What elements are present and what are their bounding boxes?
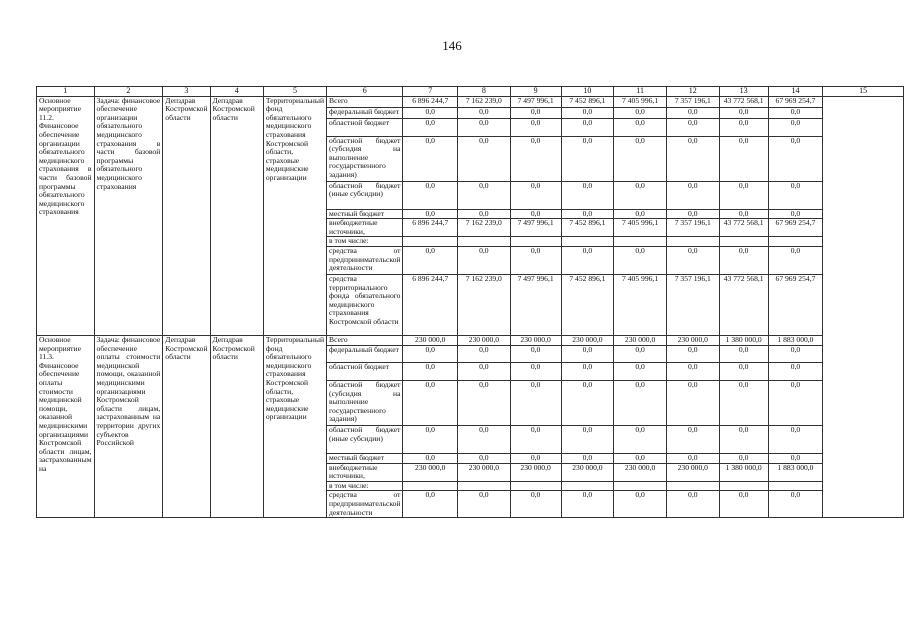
amount-cell	[666, 481, 719, 491]
amount-cell: 7 452 896,1	[561, 96, 614, 107]
amount-cell: 0,0	[403, 246, 458, 274]
amount-cell: 230 000,0	[561, 463, 614, 481]
amount-cell: 7 357 196,1	[666, 219, 719, 237]
amount-cell: 0,0	[666, 380, 719, 425]
amount-cell: 0,0	[666, 246, 719, 274]
amount-cell: 0,0	[457, 181, 510, 209]
amount-cell: 0,0	[666, 362, 719, 380]
amount-cell: 0,0	[768, 380, 823, 425]
amount-cell: 0,0	[614, 181, 667, 209]
funding-source-label: средства от предпринимательской деятельности	[327, 246, 403, 274]
amount-cell: 0,0	[510, 345, 561, 362]
amount-cell	[666, 237, 719, 247]
amount-cell: 0,0	[719, 118, 768, 136]
amount-cell: 6 896 244,7	[403, 274, 458, 335]
amount-cell: 0,0	[719, 345, 768, 362]
amount-cell: 0,0	[614, 246, 667, 274]
amount-cell: 0,0	[403, 181, 458, 209]
task-cell: Задача: финансовое обеспечение оплаты стоимости медицинской помощи, оказанной медицинскими организациями Костромской области лицам, застрахованным на территории других субъектов Российской	[94, 335, 163, 517]
amount-cell: 0,0	[768, 209, 823, 219]
amount-cell: 0,0	[510, 246, 561, 274]
column-15-cell	[823, 96, 904, 518]
amount-cell: 0,0	[768, 136, 823, 181]
amount-cell: 0,0	[719, 209, 768, 219]
amount-cell: 7 357 196,1	[666, 274, 719, 335]
column-number-cell: 8	[457, 87, 510, 97]
coexecutor-cell: Депздрав Костромской области	[210, 335, 263, 517]
column-number-cell: 2	[94, 87, 163, 97]
amount-cell: 0,0	[457, 380, 510, 425]
amount-cell: 0,0	[403, 453, 458, 463]
amount-cell: 0,0	[403, 118, 458, 136]
coexecutor-cell: Депздрав Костромской области	[210, 96, 263, 335]
funding-source-label: областной бюджет (субсидия на выполнение государственного задания)	[327, 380, 403, 425]
amount-cell: 0,0	[403, 136, 458, 181]
amount-cell: 0,0	[403, 380, 458, 425]
amount-cell: 0,0	[768, 181, 823, 209]
amount-cell	[561, 481, 614, 491]
amount-cell: 0,0	[614, 107, 667, 118]
column-number-cell: 15	[823, 87, 904, 97]
amount-cell	[614, 237, 667, 247]
amount-cell: 0,0	[719, 453, 768, 463]
funding-source-label: средства от предпринимательской деятельности	[327, 491, 403, 518]
amount-cell: 67 969 254,7	[768, 274, 823, 335]
funding-source-label: областной бюджет	[327, 118, 403, 136]
amount-cell: 7 497 996,1	[510, 219, 561, 237]
column-number-cell: 14	[768, 87, 823, 97]
amount-cell: 0,0	[510, 118, 561, 136]
amount-cell	[614, 481, 667, 491]
amount-cell	[561, 237, 614, 247]
amount-cell: 0,0	[457, 107, 510, 118]
event-name-cell: Основное мероприятие 11.2. Финансовое обеспечение организации обязательного медицинского страхования в части базовой программы обязательного медицинского страхования	[37, 96, 95, 335]
amount-cell: 230 000,0	[614, 335, 667, 345]
funding-source-label: Всего	[327, 96, 403, 107]
amount-cell: 0,0	[719, 246, 768, 274]
amount-cell: 0,0	[768, 345, 823, 362]
amount-cell: 0,0	[614, 491, 667, 518]
amount-cell: 0,0	[666, 209, 719, 219]
column-number-cell: 11	[614, 87, 667, 97]
amount-cell	[457, 481, 510, 491]
amount-cell: 0,0	[510, 491, 561, 518]
amount-cell: 0,0	[666, 453, 719, 463]
funding-source-label: внебюджетные источники,	[327, 219, 403, 237]
amount-cell: 0,0	[510, 209, 561, 219]
amount-cell	[768, 481, 823, 491]
amount-cell: 0,0	[510, 453, 561, 463]
column-number-cell: 10	[561, 87, 614, 97]
amount-cell: 0,0	[614, 453, 667, 463]
amount-cell: 0,0	[561, 491, 614, 518]
amount-cell: 7 162 239,0	[457, 96, 510, 107]
funding-source-label: федеральный бюджет	[327, 107, 403, 118]
amount-cell: 7 357 196,1	[666, 96, 719, 107]
amount-cell: 0,0	[719, 136, 768, 181]
amount-cell: 0,0	[768, 118, 823, 136]
column-number-cell: 4	[210, 87, 263, 97]
amount-cell: 43 772 568,1	[719, 96, 768, 107]
responsible-cell: Депздрав Костромской области	[163, 335, 210, 517]
amount-cell: 0,0	[510, 425, 561, 453]
amount-cell: 43 772 568,1	[719, 219, 768, 237]
amount-cell: 230 000,0	[510, 335, 561, 345]
amount-cell: 0,0	[768, 246, 823, 274]
amount-cell: 0,0	[457, 345, 510, 362]
amount-cell: 0,0	[614, 118, 667, 136]
amount-cell: 230 000,0	[403, 335, 458, 345]
amount-cell: 0,0	[666, 118, 719, 136]
amount-cell: 6 896 244,7	[403, 96, 458, 107]
budget-table	[36, 86, 904, 518]
funding-source-label: Всего	[327, 335, 403, 345]
amount-cell: 43 772 568,1	[719, 274, 768, 335]
amount-cell: 0,0	[457, 425, 510, 453]
amount-cell: 0,0	[719, 425, 768, 453]
amount-cell: 230 000,0	[561, 335, 614, 345]
amount-cell: 0,0	[666, 425, 719, 453]
amount-cell: 0,0	[561, 118, 614, 136]
amount-cell: 0,0	[719, 107, 768, 118]
column-number-cell: 1	[37, 87, 95, 97]
amount-cell: 0,0	[666, 491, 719, 518]
task-cell: Задача: финансовое обеспечение организации обязательного медицинского страхования в части базовой программы обязательного медицинского страхования	[94, 96, 163, 335]
amount-cell: 0,0	[457, 453, 510, 463]
amount-cell: 0,0	[561, 425, 614, 453]
page-number: 146	[442, 38, 462, 53]
amount-cell: 0,0	[457, 491, 510, 518]
funding-source-label: в том числе:	[327, 481, 403, 491]
responsible-cell: Депздрав Костромской области	[163, 96, 210, 335]
header-row	[37, 87, 904, 97]
amount-cell: 0,0	[561, 181, 614, 209]
amount-cell: 0,0	[510, 136, 561, 181]
amount-cell: 230 000,0	[403, 463, 458, 481]
amount-cell: 0,0	[457, 246, 510, 274]
amount-cell: 0,0	[561, 362, 614, 380]
funding-source-label: в том числе:	[327, 237, 403, 247]
amount-cell: 0,0	[666, 181, 719, 209]
column-number-cell: 12	[666, 87, 719, 97]
amount-cell: 0,0	[719, 491, 768, 518]
amount-cell: 0,0	[768, 107, 823, 118]
amount-cell: 0,0	[457, 118, 510, 136]
amount-cell: 7 452 896,1	[561, 219, 614, 237]
amount-cell: 6 896 244,7	[403, 219, 458, 237]
amount-cell: 1 883 000,0	[768, 463, 823, 481]
amount-cell: 0,0	[768, 425, 823, 453]
amount-cell: 0,0	[403, 345, 458, 362]
amount-cell: 7 497 996,1	[510, 274, 561, 335]
amount-cell: 67 969 254,7	[768, 219, 823, 237]
amount-cell	[768, 237, 823, 247]
funding-source-label: областной бюджет (иные субсидии)	[327, 181, 403, 209]
column-number-cell: 9	[510, 87, 561, 97]
amount-cell: 7 162 239,0	[457, 219, 510, 237]
amount-cell: 0,0	[614, 136, 667, 181]
amount-cell	[403, 237, 458, 247]
funding-source-label: областной бюджет (иные субсидии)	[327, 425, 403, 453]
amount-cell: 7 162 239,0	[457, 274, 510, 335]
amount-cell: 1 380 000,0	[719, 335, 768, 345]
amount-cell: 7 452 896,1	[561, 274, 614, 335]
amount-cell: 0,0	[403, 362, 458, 380]
funding-source-label: местный бюджет	[327, 209, 403, 219]
amount-cell: 7 405 996,1	[614, 219, 667, 237]
amount-cell: 0,0	[614, 380, 667, 425]
amount-cell	[510, 481, 561, 491]
amount-cell: 0,0	[403, 107, 458, 118]
amount-cell: 0,0	[614, 362, 667, 380]
amount-cell: 1 380 000,0	[719, 463, 768, 481]
amount-cell: 0,0	[457, 362, 510, 380]
column-number-cell: 6	[327, 87, 403, 97]
column-number-cell: 3	[163, 87, 210, 97]
funding-source-label: местный бюджет	[327, 453, 403, 463]
amount-cell: 0,0	[666, 136, 719, 181]
amount-cell: 0,0	[768, 491, 823, 518]
amount-cell	[719, 237, 768, 247]
amount-cell: 0,0	[561, 107, 614, 118]
amount-cell: 0,0	[561, 136, 614, 181]
amount-cell: 0,0	[666, 345, 719, 362]
event-11-2-row	[37, 96, 904, 107]
amount-cell: 7 497 996,1	[510, 96, 561, 107]
funding-source-label: внебюджетные источники,	[327, 463, 403, 481]
amount-cell: 0,0	[614, 345, 667, 362]
amount-cell: 0,0	[561, 345, 614, 362]
amount-cell	[510, 237, 561, 247]
amount-cell: 0,0	[510, 181, 561, 209]
amount-cell: 0,0	[768, 362, 823, 380]
amount-cell: 230 000,0	[510, 463, 561, 481]
amount-cell: 230 000,0	[666, 335, 719, 345]
amount-cell: 67 969 254,7	[768, 96, 823, 107]
funding-source-label: средства территориального фонда обязательного медицинского страхования Костромской области	[327, 274, 403, 335]
amount-cell: 230 000,0	[666, 463, 719, 481]
column-number-cell: 5	[263, 87, 326, 97]
amount-cell: 7 405 996,1	[614, 274, 667, 335]
participants-cell: Территориальный фонд обязательного медицинского страхования Костромской области, страховые медицинские организации	[263, 335, 326, 517]
amount-cell	[719, 481, 768, 491]
event-name-cell: Основное мероприятие 11.3. Финансовое обеспечение оплаты стоимости медицинской помощи, оказанной медицинскими организациями Костромской области лицам, застрахованным на	[37, 335, 95, 517]
amount-cell	[403, 481, 458, 491]
amount-cell: 0,0	[510, 380, 561, 425]
amount-cell	[457, 237, 510, 247]
participants-cell: Территориальный фонд обязательного медицинского страхования Костромской области, страховые медицинские организации	[263, 96, 326, 335]
amount-cell: 230 000,0	[457, 463, 510, 481]
amount-cell: 7 405 996,1	[614, 96, 667, 107]
amount-cell: 0,0	[719, 380, 768, 425]
amount-cell: 0,0	[510, 362, 561, 380]
funding-source-label: областной бюджет	[327, 362, 403, 380]
funding-source-label: федеральный бюджет	[327, 345, 403, 362]
amount-cell: 0,0	[666, 107, 719, 118]
funding-source-label: областной бюджет (субсидия на выполнение государственного задания)	[327, 136, 403, 181]
amount-cell: 0,0	[561, 380, 614, 425]
amount-cell: 1 883 000,0	[768, 335, 823, 345]
amount-cell: 230 000,0	[614, 463, 667, 481]
amount-cell: 0,0	[561, 453, 614, 463]
amount-cell: 0,0	[403, 209, 458, 219]
amount-cell: 0,0	[561, 209, 614, 219]
amount-cell: 0,0	[614, 209, 667, 219]
amount-cell: 0,0	[768, 453, 823, 463]
amount-cell: 0,0	[457, 209, 510, 219]
column-number-cell: 7	[403, 87, 458, 97]
amount-cell: 0,0	[719, 181, 768, 209]
amount-cell: 0,0	[457, 136, 510, 181]
amount-cell: 0,0	[561, 246, 614, 274]
amount-cell: 230 000,0	[457, 335, 510, 345]
column-number-cell: 13	[719, 87, 768, 97]
amount-cell: 0,0	[614, 425, 667, 453]
event-11-3-row	[37, 335, 904, 345]
amount-cell: 0,0	[719, 362, 768, 380]
amount-cell: 0,0	[510, 107, 561, 118]
amount-cell: 0,0	[403, 491, 458, 518]
amount-cell: 0,0	[403, 425, 458, 453]
